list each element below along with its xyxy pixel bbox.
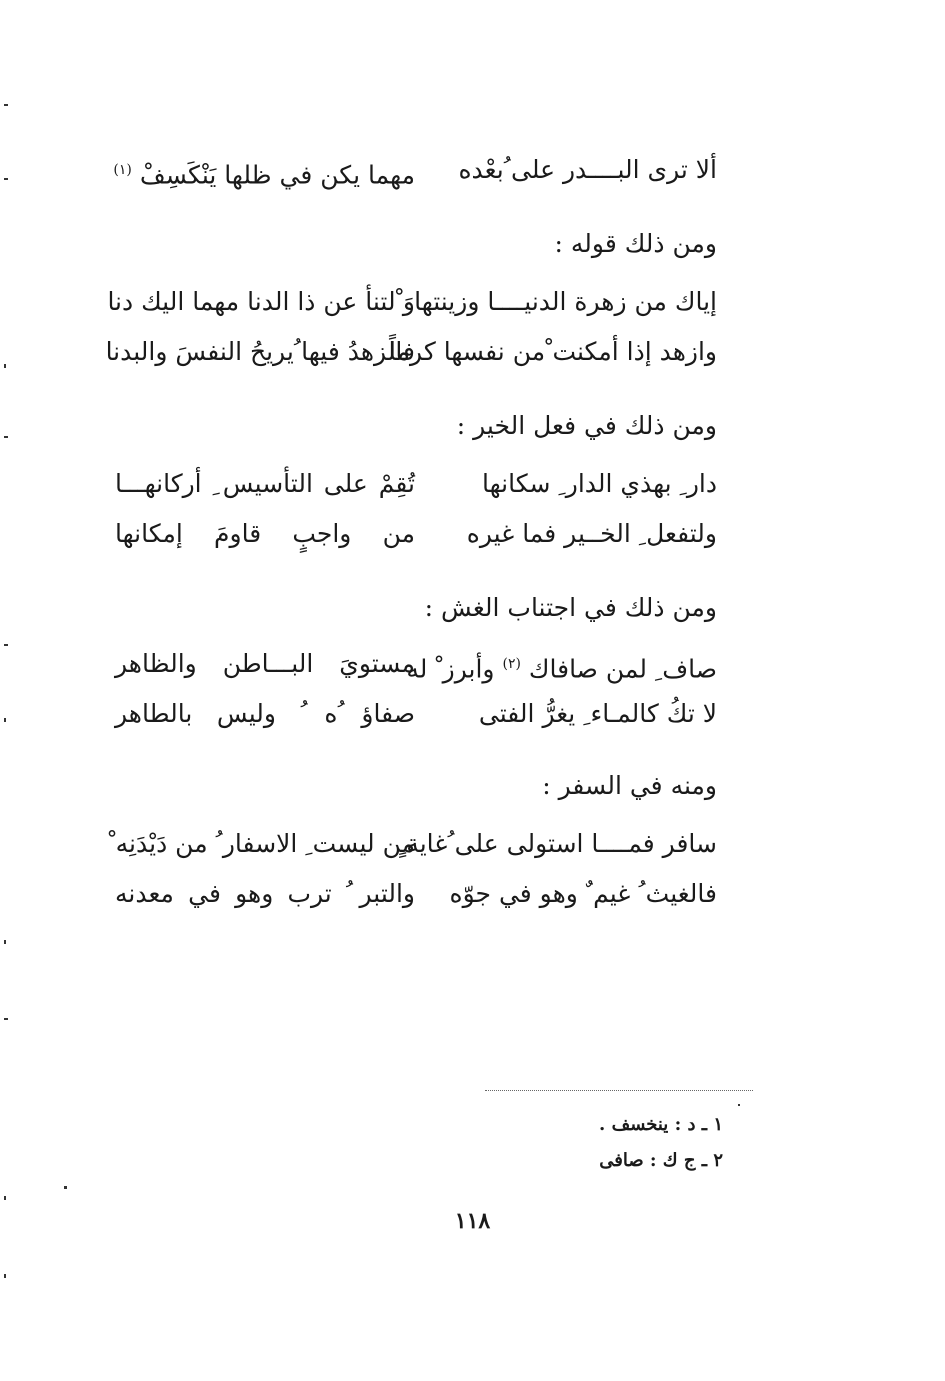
verse-4-first-hemistich: دار ِ بهذي الدار ِ سكانها — [482, 469, 717, 498]
scan-mark — [4, 1018, 8, 1020]
page-number: ١١٨ — [454, 1208, 491, 1234]
scan-mark — [4, 178, 8, 180]
verse-1-second-hemistich: مهما يكن في ظلها يَنْكَسِفْ — [139, 160, 415, 190]
verse-4-second-hemistich: تُقِمْ على التأسيس ِ أركانهـــا — [115, 469, 415, 498]
scan-mark — [4, 104, 8, 106]
footnote-ref-2: (٢) — [502, 656, 521, 672]
scan-mark — [4, 644, 8, 646]
scan-mark — [4, 718, 6, 722]
section-heading-1: ومن ذلك قوله : — [554, 229, 717, 258]
verse-6-first-hemistich-row — [406, 646, 717, 687]
verse-6-second-hemistich: مستويَ البـــاطن والظاهر — [115, 649, 415, 678]
verse-6-first-hemistich-tail: وأبرز ْ له — [406, 654, 495, 684]
section-heading-4: ومنه في السفر : — [542, 771, 717, 800]
verse-1-first-hemistich: ألا ترى البــــدر على ُبعْده — [458, 155, 717, 184]
footnote-ref-1: (١) — [113, 162, 132, 178]
verse-9-second-hemistich: والتبر ُ ترب وهو في معدنه — [115, 879, 415, 908]
verse-5-first-hemistich: ولتفعل ِ الخــير فما غيره — [466, 519, 717, 548]
verse-9-first-hemistich: فالغيث ُ غيم ٌ وهو في جوّه — [449, 879, 717, 908]
scan-mark — [4, 364, 6, 368]
scan-mark — [64, 1186, 67, 1189]
verse-2-second-hemistich: وَ ْلتنأ عن ذا الدنا مهما اليك دنا — [107, 287, 415, 316]
footnote-1: ١ ـ د : ينخسف . — [599, 1114, 723, 1135]
verse-6-first-hemistich: صاف ِ لمن صافاك — [528, 654, 717, 684]
verse-8-second-hemistich: من ليست ِ الاسفار ُ من دَيْدَنِه ْ — [108, 829, 415, 858]
verse-5-second-hemistich: من واجبٍ قاومَ إمكانها — [115, 519, 415, 548]
verse-7-second-hemistich: صفاؤ ُه ُ وليس بالطاهر — [115, 699, 415, 728]
scan-mark — [738, 1104, 740, 1106]
verse-2-first-hemistich: إياك من زهرة الدنيــــا وزينتها — [414, 287, 717, 316]
section-heading-3: ومن ذلك في اجتناب الغش : — [424, 593, 717, 622]
section-heading-2: ومن ذلك في فعل الخير : — [456, 411, 717, 440]
verse-3-second-hemistich: فالزهدُ فيها ُيريحُ النفسَ والبدنا — [105, 337, 415, 366]
verse-8-first-hemistich: سافر فمــــا استولى على ُغاية ٍ — [398, 829, 717, 858]
scan-mark — [4, 940, 6, 944]
verse-7-first-hemistich: لا تكُ كالمـاء ِ يغرُّ الفتى — [478, 699, 717, 728]
scan-mark — [4, 436, 8, 438]
footnote-2: ٢ ـ ج ك : صافى — [599, 1150, 723, 1171]
verse-1-second-hemistich-row — [95, 152, 415, 193]
scan-mark — [4, 1196, 6, 1200]
verse-3-first-hemistich: وازهد إذا أمكنت ْمن نفسها كرماً — [389, 337, 717, 366]
scan-mark — [4, 1274, 6, 1278]
footnote-separator — [485, 1090, 753, 1091]
